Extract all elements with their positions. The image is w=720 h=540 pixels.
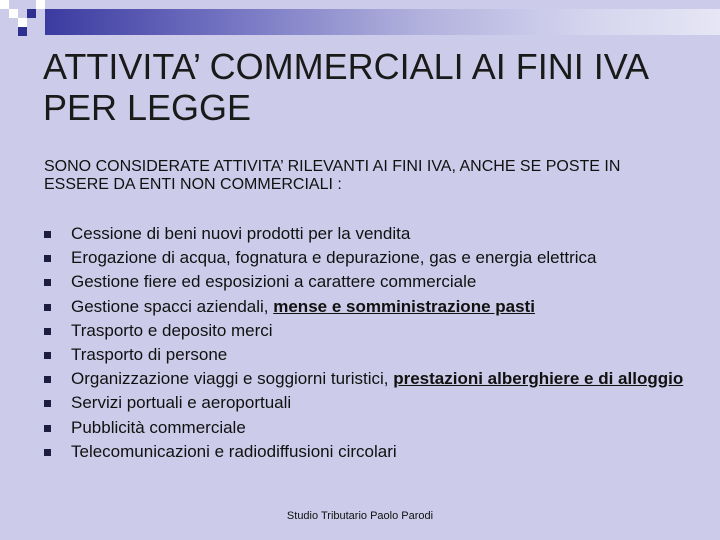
list-item-text: Gestione fiere ed esposizioni a carattere commerciale — [71, 272, 477, 292]
list-item — [44, 417, 684, 437]
list-item — [44, 320, 684, 340]
decor-square — [18, 27, 27, 36]
list-item-text: Organizzazione viaggi e soggiorni turistici, — [71, 369, 394, 389]
list-item-emphasis: prestazioni alberghiere e di alloggio — [393, 369, 684, 389]
square-bullet-icon — [44, 400, 51, 407]
square-bullet-icon — [44, 231, 51, 238]
list-item — [44, 395, 684, 412]
square-bullet-icon — [44, 352, 51, 359]
list-item-text: Gestione spacci aziendali, — [71, 296, 274, 316]
square-bullet-icon — [44, 425, 51, 432]
header-gradient-bar — [45, 9, 720, 35]
decor-square — [9, 9, 18, 18]
list-item-text: Erogazione di acqua, fognatura e depurazione, gas e energia elettrica — [71, 248, 597, 268]
decor-square — [0, 0, 9, 9]
page-title: ATTIVITA’ COMMERCIALI AI FINI IVA PER LEGGE — [43, 46, 648, 128]
list-item-emphasis: mense e somministrazione pasti — [273, 296, 535, 316]
list-item — [44, 226, 684, 243]
square-bullet-icon — [44, 328, 51, 335]
list-item-text: Trasporto e deposito merci — [71, 320, 273, 340]
decor-square — [36, 0, 45, 9]
square-bullet-icon — [44, 449, 51, 456]
list-item-text: Cessione di beni nuovi prodotti per la vendita — [71, 224, 411, 243]
square-bullet-icon — [44, 304, 51, 311]
list-item — [44, 371, 684, 388]
square-bullet-icon — [44, 279, 51, 286]
decor-square — [27, 9, 36, 18]
decor-square — [18, 18, 27, 27]
list-item — [44, 296, 684, 316]
list-item — [44, 274, 684, 291]
square-bullet-icon — [44, 255, 51, 262]
footer-credit: Studio Tributario Paolo Parodi — [286, 510, 434, 522]
list-item — [44, 250, 684, 267]
square-bullet-icon — [44, 376, 51, 383]
activity-list — [44, 226, 684, 468]
list-item-text: Trasporto di persone — [71, 344, 228, 364]
list-item — [44, 441, 684, 461]
list-item-text: Servizi portuali e aeroportuali — [71, 393, 292, 413]
intro-text: SONO CONSIDERATE ATTIVITA’ RILEVANTI AI FINI IVA, ANCHE SE POSTE IN ESSERE DA ENTI NON COMMERCIALI : — [44, 158, 621, 193]
list-item-text: Telecomunicazioni e radiodiffusioni circolari — [71, 441, 397, 461]
list-item — [44, 344, 684, 364]
list-item-text: Pubblicità commerciale — [71, 417, 246, 437]
